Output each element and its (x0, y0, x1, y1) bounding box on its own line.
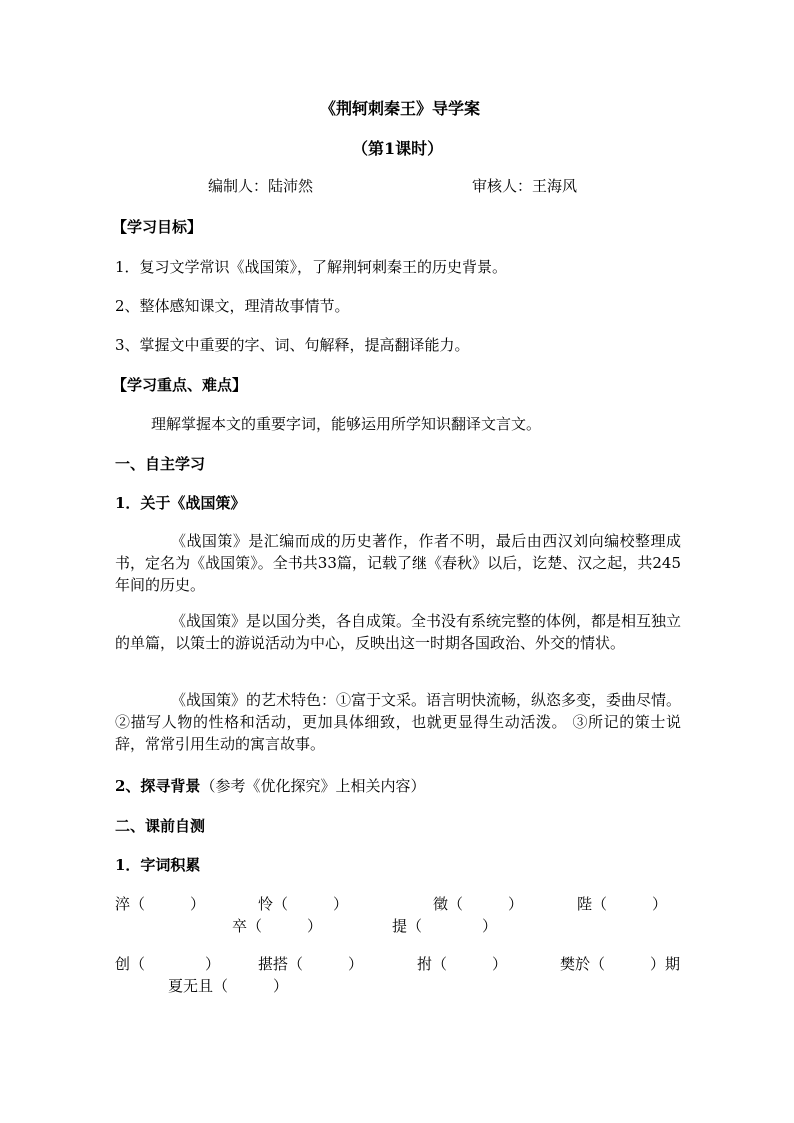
doc-title: 《荆轲刺秦王》导学案 (320, 99, 481, 118)
vocab-item: 卒（ ） (232, 917, 323, 935)
paragraph-zhanguoce-3: 《战国策》的艺术特色：①富于文采。语言明快流畅，纵恣多变，委曲尽情。②描写人物的性格和活动，更加具体细致，也就更显得生动活泼。 ③所记的策士说辞，常常引用生动的寓言故事。 (115, 691, 682, 753)
vocab-item: 揕搭（ ） (258, 955, 364, 973)
section1-sub2-label: 2、探寻背景 (115, 777, 201, 795)
section1-heading: 一、自主学习 (115, 455, 206, 473)
paragraph-zhanguoce-2: 《战国策》是以国分类，各自成策。全书没有系统完整的体例，都是相互独立的单篇，以策士的游说活动为中心，反映出这一时期各国政治、外交的情状。 (115, 612, 682, 652)
key-points-heading: 【学习重点、难点】 (112, 376, 248, 394)
section1-sub2-note: （参考《优化探究》上相关内容） (200, 777, 426, 795)
section2-sub1: 1．字词积累 (115, 856, 201, 874)
vocab-item: 拊（ ） (417, 955, 508, 973)
objective-item: 3、掌握文中重要的字、词、句解释，提高翻译能力。 (115, 336, 470, 354)
vocab-item: 怜（ ） (258, 895, 349, 913)
vocab-item: 樊於（ ）期 (560, 955, 681, 973)
vocab-item: 提（ ） (392, 917, 498, 935)
doc-subtitle: （第1课时） (352, 139, 444, 158)
key-points-text: 理解掌握本文的重要字词，能够运用所学知识翻译文言文。 (151, 415, 542, 433)
vocab-item: 夏无且（ ） (168, 977, 289, 995)
vocab-item: 徵（ ） (433, 895, 524, 913)
objectives-heading: 【学习目标】 (112, 218, 203, 236)
objective-item: 1．复习文学常识《战国策》，了解荆轲刺秦王的历史背景。 (115, 258, 508, 276)
paragraph-zhanguoce-1: 《战国策》是汇编而成的历史著作，作者不明，最后由西汉刘向编校整理成书，定名为《战国策》。全书共33篇，记载了继《春秋》以后，讫楚、汉之起，共245年间的历史。 (115, 532, 681, 594)
vocab-item: 淬（ ） (115, 895, 206, 913)
vocab-item: 陛（ ） (577, 895, 668, 913)
vocab-item: 创（ ） (115, 955, 221, 973)
editor-label: 编制人：陆沛然 (208, 177, 314, 195)
section1-sub2 (115, 775, 425, 796)
reviewer-label: 审核人：王海风 (472, 177, 578, 195)
section1-sub1: 1．关于《战国策》 (115, 494, 246, 512)
objective-item: 2、整体感知课文，理清故事情节。 (115, 297, 350, 315)
section2-heading: 二、课前自测 (115, 817, 206, 835)
